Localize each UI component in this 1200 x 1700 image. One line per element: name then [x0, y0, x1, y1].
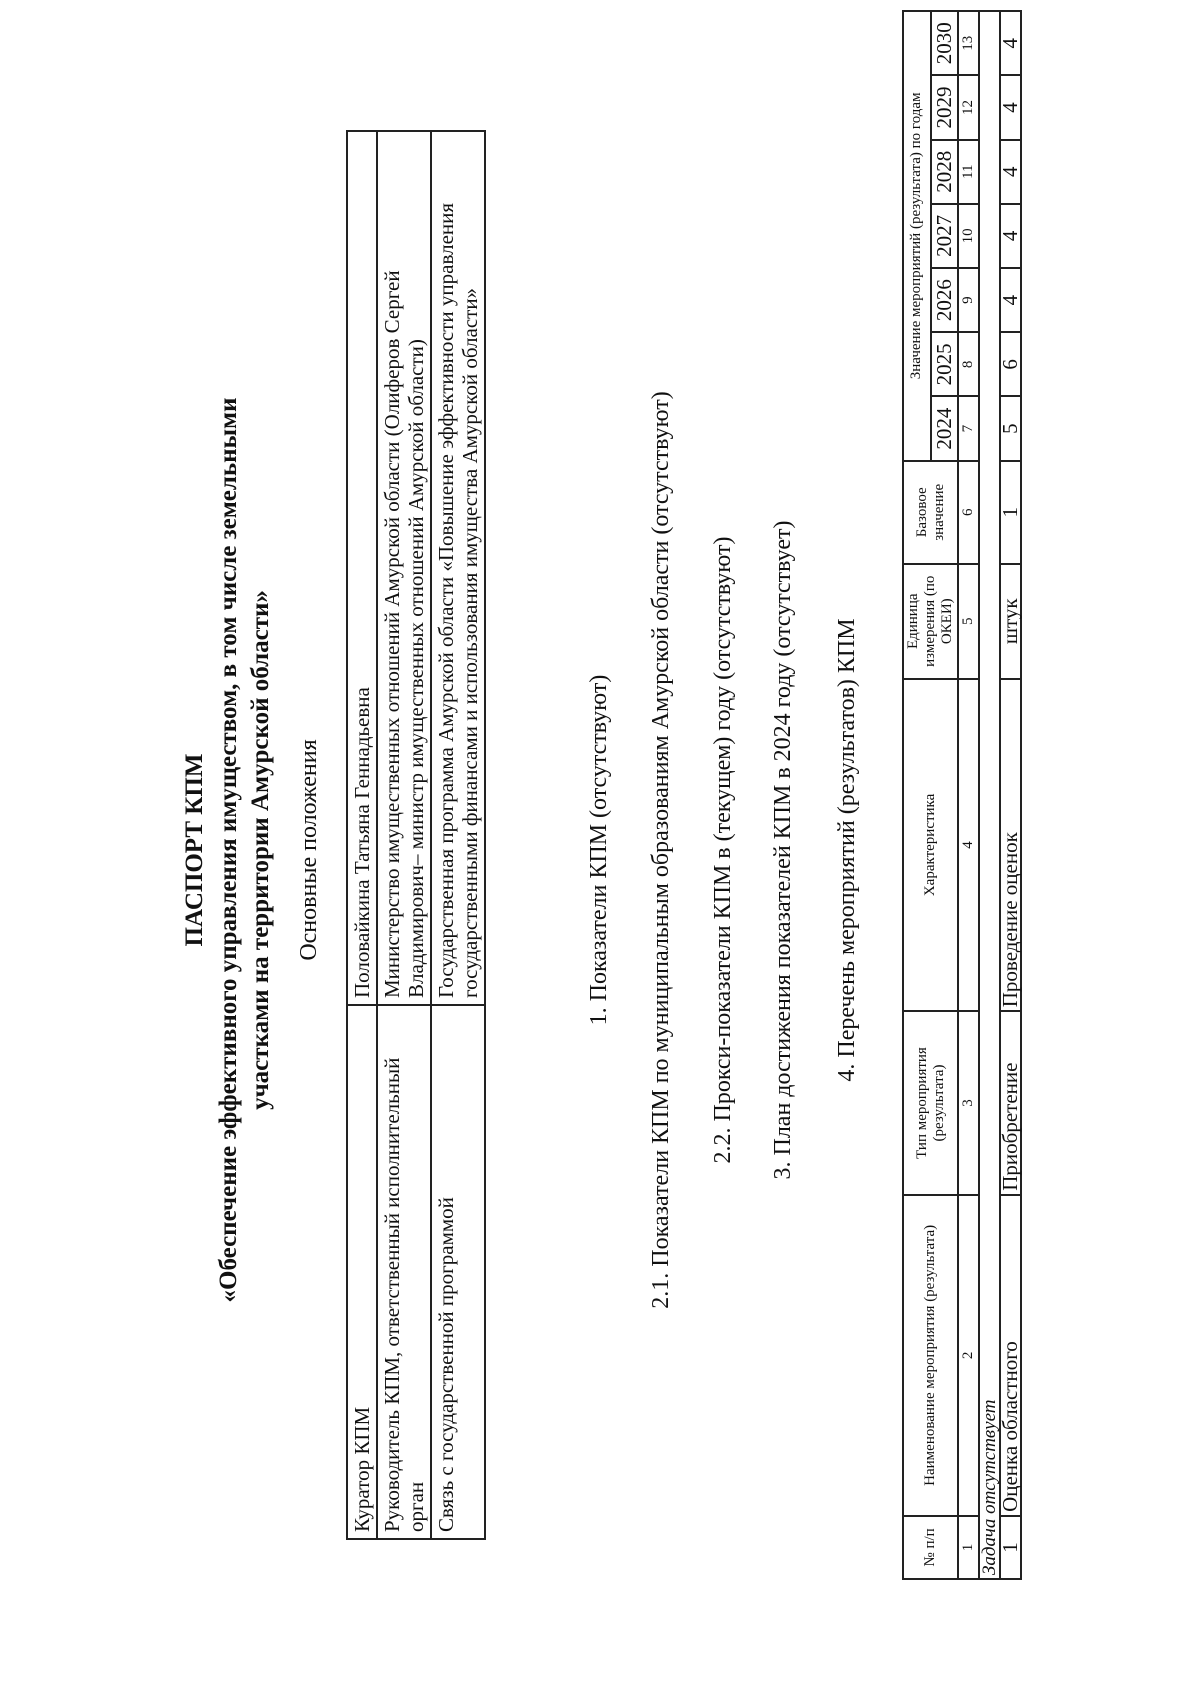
basics-label: Руководитель КПМ, ответственный исполнительный орган: [377, 1005, 431, 1539]
basics-table: [346, 130, 486, 1540]
basics-value: Половайкина Татьяна Геннадьевна: [347, 131, 377, 1005]
measures-header-row: [903, 11, 931, 1579]
row-no: 1: [1000, 1516, 1021, 1579]
table-row: [1000, 11, 1021, 1579]
section-measures-list: 4. Перечень мероприятий (результатов) КПМ: [834, 618, 860, 1082]
column-numbers-row: [958, 11, 979, 1579]
basics-heading: Основные положения: [296, 739, 322, 961]
header-year: 2027: [931, 204, 959, 268]
header-values-by-year: Значение мероприятий (результата) по годам: [903, 11, 931, 461]
row-characteristic: Проведение оценок: [1000, 679, 1021, 1012]
column-number: 5: [958, 564, 979, 679]
header-year: 2029: [931, 75, 959, 139]
row-type: Приобретение: [1000, 1011, 1021, 1195]
basics-label: Куратор КПМ: [347, 1005, 377, 1539]
measures-table: [902, 10, 1022, 1580]
column-number: 1: [958, 1516, 979, 1579]
header-type: Тип мероприятия (результата): [903, 1011, 958, 1195]
header-base: Базовое значение: [903, 461, 958, 564]
header-name: Наименование мероприятия (результата): [903, 1195, 958, 1516]
basics-row-program: [431, 131, 485, 1539]
header-year: 2030: [931, 11, 959, 75]
section-proxy-indicators: 2.2. Прокси-показатели КПМ в (текущем) году (отсутствуют): [710, 536, 736, 1164]
column-number: 7: [958, 396, 979, 460]
section-municipal-indicators: 2.1. Показатели КПМ по муниципальным образованиям Амурской области (отсутствуют): [648, 391, 674, 1309]
row-value-2026: 4: [1000, 268, 1021, 332]
row-value-2029: 4: [1000, 75, 1021, 139]
header-year: 2028: [931, 140, 959, 204]
document-subtitle-line1: «Обеспечение эффективного управления имуществом, в том числе земельными: [215, 397, 242, 1303]
column-number: 3: [958, 1011, 979, 1195]
header-characteristic: Характеристика: [903, 679, 958, 1012]
header-no: № п/п: [903, 1516, 958, 1579]
row-base: 1: [1000, 461, 1021, 564]
header-year: 2024: [931, 396, 959, 460]
basics-label: Связь с государственной программой: [431, 1005, 485, 1539]
section-indicators: 1. Показатели КПМ (отсутствуют): [586, 674, 612, 1026]
column-number: 8: [958, 332, 979, 396]
column-number: 10: [958, 204, 979, 268]
column-number: 2: [958, 1195, 979, 1516]
header-year: 2026: [931, 268, 959, 332]
basics-value: Министерство имущественных отношений Амурской области (Олиферов Сергей Владимирович– министр имущественных отношений Амурской области): [377, 131, 431, 1005]
row-value-2030: 4: [1000, 11, 1021, 75]
column-number: 11: [958, 140, 979, 204]
column-number: 6: [958, 461, 979, 564]
row-value-2027: 4: [1000, 204, 1021, 268]
basics-row-head: [377, 131, 431, 1539]
basics-row-curator: [347, 131, 377, 1539]
header-year: 2025: [931, 332, 959, 396]
column-number: 9: [958, 268, 979, 332]
column-number: 4: [958, 679, 979, 1012]
column-number: 12: [958, 75, 979, 139]
task-label: Задача отсутствует: [979, 11, 1000, 1579]
document-subtitle-line2: участками на территории Амурской области»: [247, 590, 274, 1110]
header-unit: Единица измерения (по ОКЕИ): [903, 564, 958, 679]
row-value-2025: 6: [1000, 332, 1021, 396]
column-number: 13: [958, 11, 979, 75]
row-value-2024: 5: [1000, 396, 1021, 460]
document-title: ПАСПОРТ КПМ: [181, 753, 208, 947]
row-unit: штук: [1000, 564, 1021, 679]
task-row: [979, 11, 1000, 1579]
row-value-2028: 4: [1000, 140, 1021, 204]
row-name: Оценка областного: [1000, 1195, 1021, 1516]
basics-value: Государственная программа Амурской области «Повышение эффективности управления государственными финансами и использования имущества Амурской области»: [431, 131, 485, 1005]
section-achievement-plan: 3. План достижения показателей КПМ в 2024 году (отсутствует): [770, 520, 796, 1180]
